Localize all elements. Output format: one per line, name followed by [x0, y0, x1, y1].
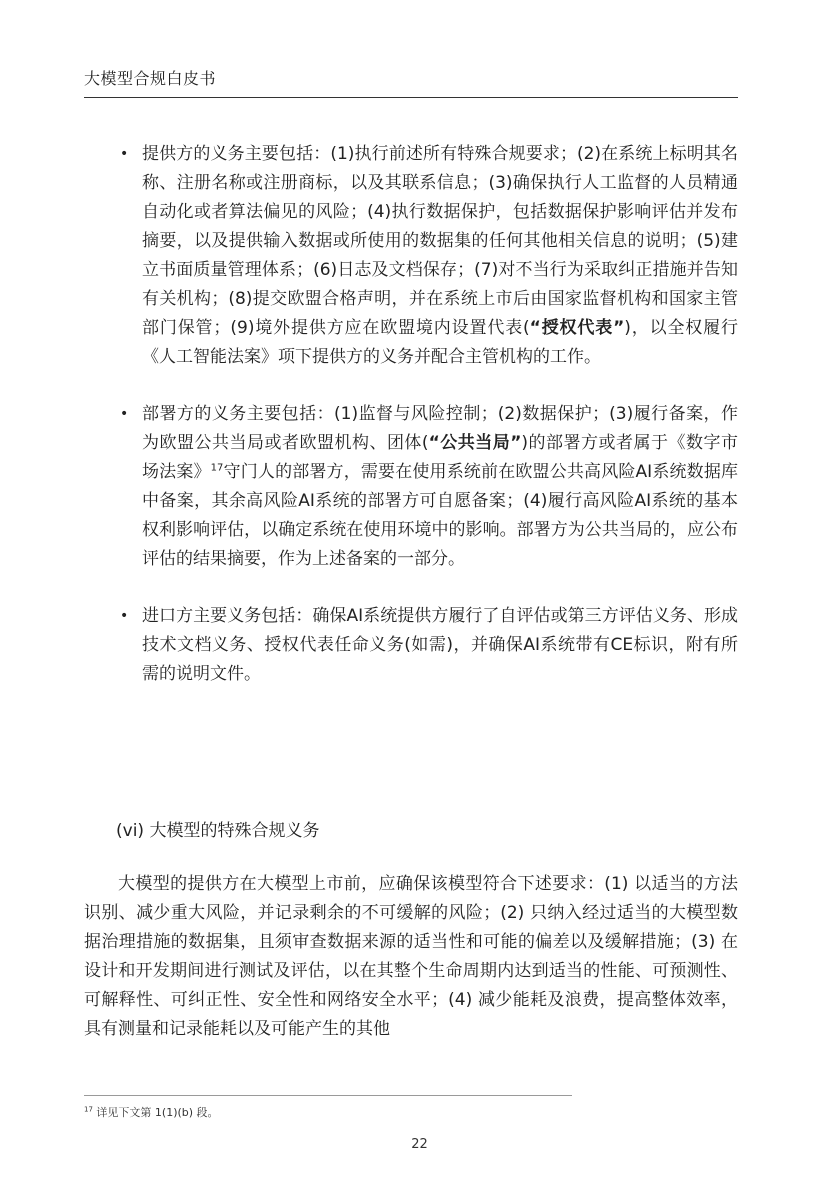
- section-subheading: (vi) 大模型的特殊合规义务: [116, 821, 320, 841]
- bullet-text: )，以全权履行《人工智能法案》项下提供方的义务并配合主管机构的工作。: [142, 318, 738, 367]
- bullet-deployer-obligations: [116, 400, 738, 574]
- bullet-text: 部署方的义务主要包括：(1)监督与风险控制；(2)数据保护；(3)履行备案，作为欧盟公共当局或者欧盟机构、团体(: [142, 404, 738, 453]
- bullet-marker: •: [120, 146, 129, 162]
- obligation-bullet-list: [116, 140, 738, 717]
- bullet-bold-term: “授权代表”: [529, 318, 625, 338]
- footnote: [84, 1104, 219, 1120]
- footnote-reference[interactable]: 17: [210, 462, 224, 474]
- bullet-text: )的部署方或者属于《数字市场法案》: [142, 433, 738, 482]
- bullet-marker: •: [120, 608, 129, 624]
- bullet-bold-term: “公共当局”: [428, 433, 522, 453]
- footnote-divider: [84, 1095, 572, 1096]
- footnote-number: 17: [84, 1105, 93, 1114]
- footnote-text: 详见下文第 1(1)(b) 段。: [92, 1106, 219, 1119]
- bullet-text: 守门人的部署方，需要在使用系统前在欧盟公共高风险AI系统数据库中备案，其余高风险AI系统的部署方可自愿备案；(4)履行高风险AI系统的基本权利影响评估，以确定系统在使用环境中的影响。部署方为公共当局的，应公布评估的结果摘要，作为上述备案的一部分。: [142, 462, 738, 569]
- bullet-importer-obligations: [116, 602, 738, 689]
- page-number: 22: [411, 1137, 428, 1152]
- header-divider: [84, 97, 738, 98]
- body-paragraph: 大模型的提供方在大模型上市前，应确保该模型符合下述要求：(1) 以适当的方法识别、减少重大风险，并记录剩余的不可缓解的风险；(2) 只纳入经过适当的大模型数据治理措施的数据集，且须审查数据来源的适当性和可能的偏差以及缓解措施；(3) 在设计和开发期间进行测试及评估，以在其整个生命周期内达到适当的性能、可预测性、可解释性、可纠正性、安全性和网络安全水平；(4) 减少能耗及浪费，提高整体效率，具有测量和记录能耗以及可能产生的其他: [84, 874, 738, 1039]
- bullet-text: 进口方主要义务包括：确保AI系统提供方履行了自评估或第三方评估义务、形成技术文档义务、授权代表任命义务(如需)，并确保AI系统带有CE标识，附有所需的说明文件。: [142, 606, 738, 684]
- bullet-provider-obligations: [116, 140, 738, 372]
- bullet-text: 提供方的义务主要包括：(1)执行前述所有特殊合规要求；(2)在系统上标明其名称、注册名称或注册商标，以及其联系信息；(3)确保执行人工监督的人员精通自动化或者算法偏见的风险；(4)执行数据保护，包括数据保护影响评估并发布摘要，以及提供输入数据或所使用的数据集的任何其他相关信息的说明；(5)建立书面质量管理体系；(6)日志及文档保存；(7)对不当行为采取纠正措施并告知有关机构；(8)提交欧盟合格声明，并在系统上市后由国家监督机构和国家主管部门保管；(9)境外提供方应在欧盟境内设置代表(: [142, 144, 738, 338]
- bullet-marker: •: [120, 406, 129, 422]
- document-header-title: 大模型合规白皮书: [84, 69, 217, 88]
